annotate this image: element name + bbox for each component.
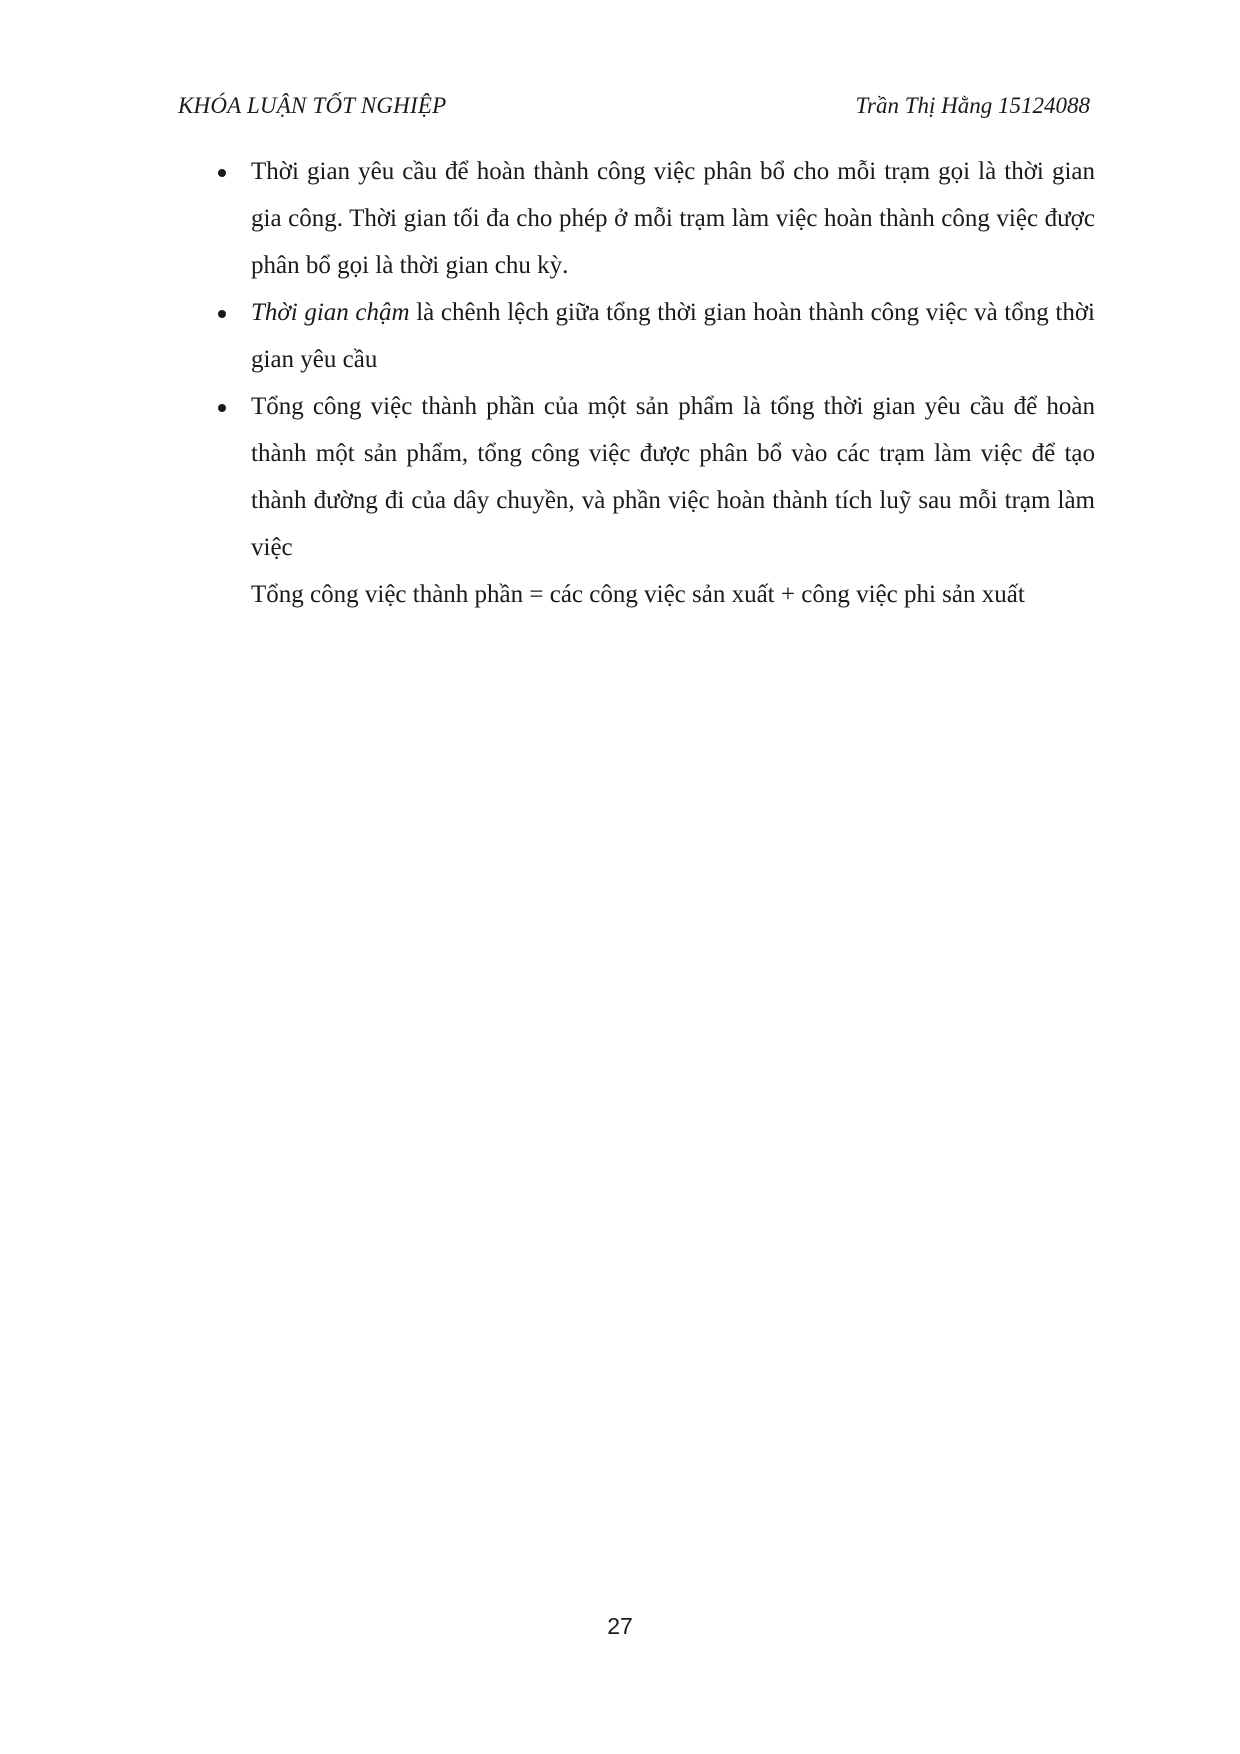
bullet-text: Thời gian yêu cầu để hoàn thành công việc phân bổ cho mỗi trạm gọi là thời gian gia công. Thời gian tối đa cho phép ở mỗi trạm làm việc hoàn thành công việc được phân bổ gọi là thời gian chu kỳ.	[251, 158, 1095, 279]
bullet-item	[205, 289, 1095, 383]
italic-term: Thời gian chậm	[251, 299, 410, 326]
header-title: KHÓA LUẬN TỐT NGHIỆP	[178, 93, 447, 118]
bullet-item	[205, 148, 1095, 289]
bullet-icon	[218, 310, 226, 318]
bullet-icon	[218, 169, 226, 177]
bullet-item	[205, 383, 1095, 571]
bullet-text-rest: là chênh lệch giữa tổng thời gian hoàn thành công việc và tổng thời gian yêu cầu	[251, 299, 1095, 373]
bullet-text: Tổng công việc thành phần của một sản phẩm là tổng thời gian yêu cầu để hoàn thành một sản phẩm, tổng công việc được phân bổ vào các trạm làm việc để tạo thành đường đi của dây chuyền, và phần việc hoàn thành tích luỹ sau mỗi trạm làm việc	[251, 393, 1095, 561]
body-content	[205, 148, 1095, 618]
bullet-icon	[218, 404, 226, 412]
header-author: Trần Thị Hằng 15124088	[855, 93, 1090, 118]
formula-line: Tổng công việc thành phần = các công việc sản xuất + công việc phi sản xuất	[251, 581, 1025, 608]
page-number: 27	[607, 1613, 633, 1639]
bullet-text	[251, 289, 1095, 383]
